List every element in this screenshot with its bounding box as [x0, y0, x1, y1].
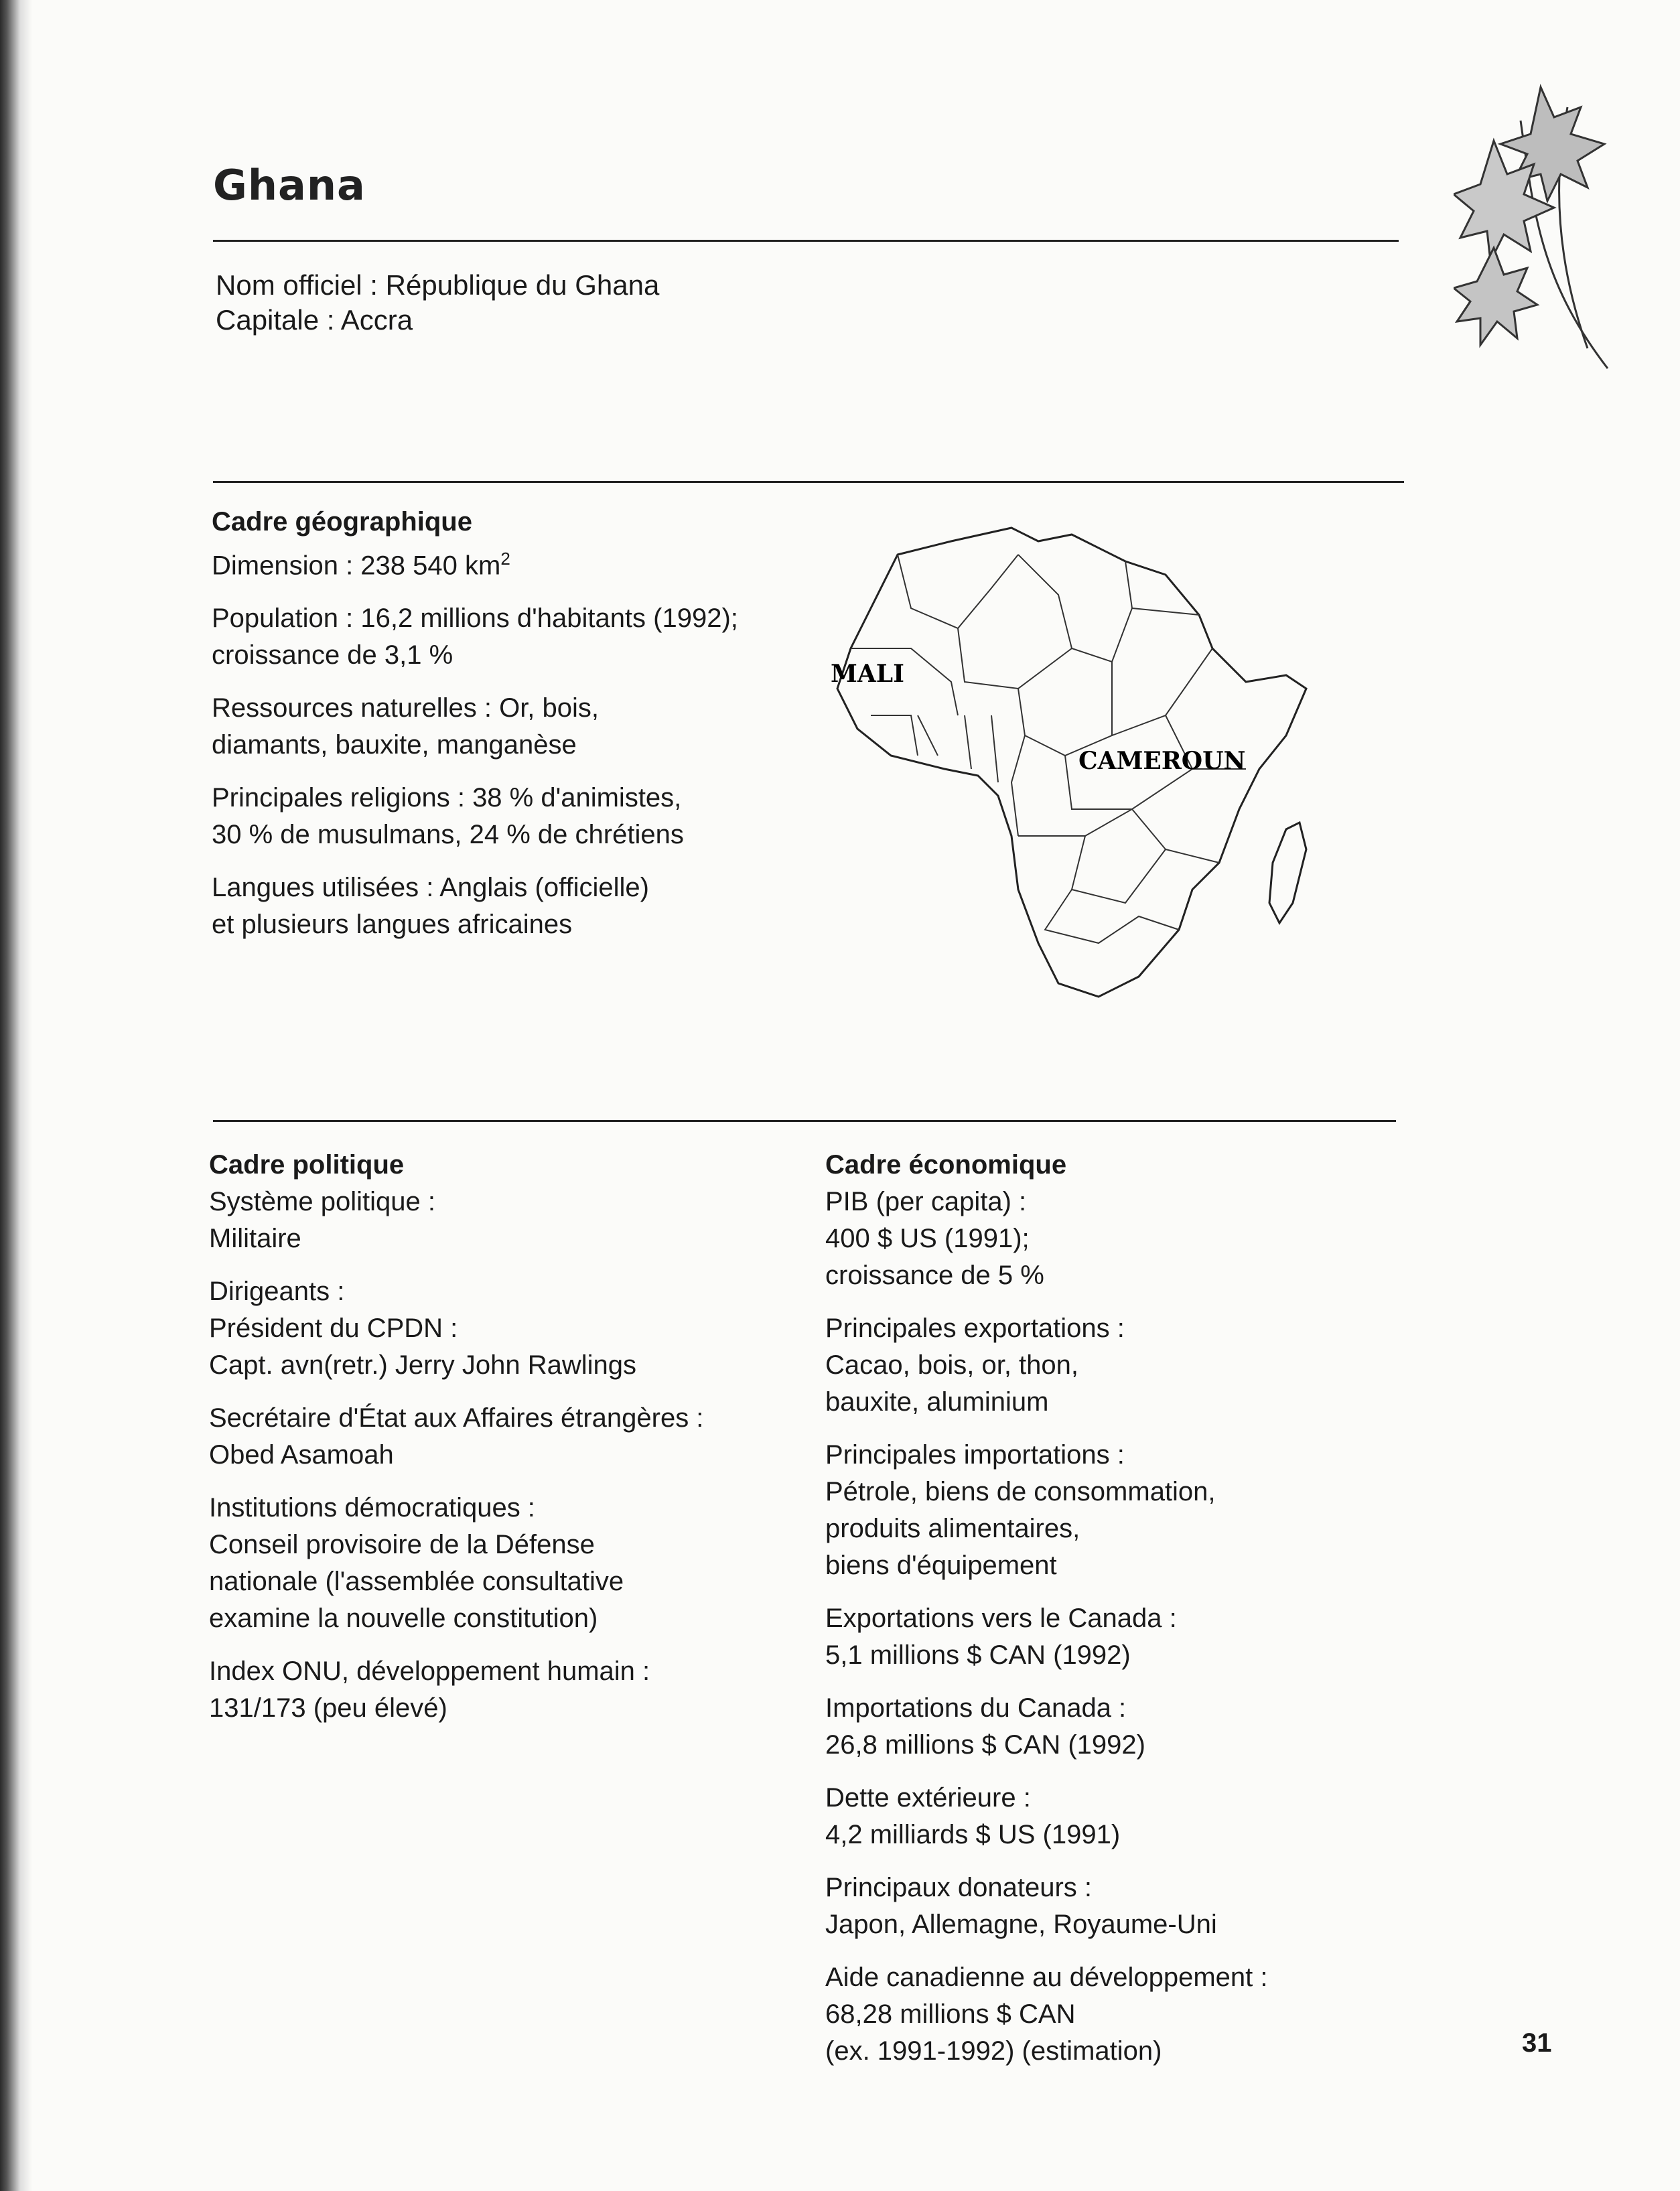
institutions-line: Conseil provisoire de la Défense — [209, 1530, 595, 1559]
resources-line: Ressources naturelles : Or, bois, — [212, 693, 600, 723]
dimension-superscript: 2 — [500, 549, 510, 569]
dimension-field — [212, 541, 815, 584]
external-debt-line: 4,2 milliards $ US (1991) — [825, 1820, 1121, 1849]
un-index-field — [209, 1653, 798, 1727]
page-number: 31 — [1522, 2028, 1552, 2058]
gdp-line: 400 $ US (1991); — [825, 1224, 1030, 1253]
imports-canada-field — [825, 1690, 1401, 1764]
map-label-mali: MALI — [831, 660, 904, 688]
languages-line: et plusieurs langues africaines — [212, 910, 573, 940]
foreign-secretary-line: Secrétaire d'État aux Affaires étrangères : — [209, 1403, 704, 1433]
foreign-secretary-line: Obed Asamoah — [209, 1440, 394, 1470]
page-title: Ghana — [213, 161, 366, 210]
exports-canada-line: Exportations vers le Canada : — [825, 1604, 1177, 1633]
population-line: Population : 16,2 millions d'habitants (1992); — [212, 604, 738, 634]
gdp-line: croissance de 5 % — [825, 1261, 1044, 1290]
un-index-line: Index ONU, développement humain : — [209, 1656, 650, 1686]
canadian-aid-field — [825, 1959, 1401, 2070]
official-name: Nom officiel : République du Ghana — [216, 269, 660, 301]
imports-canada-line: Importations du Canada : — [825, 1693, 1127, 1723]
un-index-line: 131/173 (peu élevé) — [209, 1693, 447, 1723]
population-field — [212, 600, 815, 674]
imports-line: Pétrole, biens de consommation, — [825, 1477, 1216, 1506]
languages-line: Langues utilisées : Anglais (officielle) — [212, 873, 649, 903]
political-system-field — [209, 1184, 798, 1257]
exports-line: Principales exportations : — [825, 1314, 1125, 1343]
exports-field — [825, 1310, 1401, 1421]
donors-field — [825, 1869, 1401, 1943]
leaders-field — [209, 1273, 798, 1384]
divider-top — [213, 240, 1399, 242]
exports-line: bauxite, aluminium — [825, 1387, 1049, 1417]
politics-heading: Cadre politique — [209, 1150, 405, 1180]
imports-line: biens d'équipement — [825, 1551, 1057, 1580]
politics-section — [209, 1147, 798, 1743]
capital: Capitale : Accra — [216, 304, 413, 336]
political-system-line: Système politique : — [209, 1187, 435, 1216]
institutions-line: Institutions démocratiques : — [209, 1493, 535, 1523]
economy-section — [825, 1147, 1401, 2086]
donors-line: Japon, Allemagne, Royaume-Uni — [825, 1910, 1217, 1939]
religions-line: Principales religions : 38 % d'animistes, — [212, 783, 682, 813]
imports-field — [825, 1437, 1401, 1584]
gdp-field — [825, 1184, 1401, 1294]
imports-line: Principales importations : — [825, 1440, 1125, 1470]
canadian-aid-line: 68,28 millions $ CAN — [825, 1999, 1076, 2029]
resources-line: diamants, bauxite, manganèse — [212, 730, 577, 760]
maple-leaves-illustration — [1454, 80, 1628, 375]
leaders-line: Capt. avn(retr.) Jerry John Rawlings — [209, 1350, 637, 1380]
divider-geography — [213, 481, 1404, 483]
page-binding-edge — [0, 0, 32, 2191]
exports-canada-field — [825, 1600, 1401, 1674]
political-system-line: Militaire — [209, 1224, 301, 1253]
resources-field — [212, 690, 815, 764]
map-label-cameroun: CAMEROUN — [1078, 747, 1246, 775]
religions-field — [212, 780, 815, 853]
exports-canada-line: 5,1 millions $ CAN (1992) — [825, 1640, 1131, 1670]
geography-section — [212, 504, 815, 959]
canadian-aid-line: (ex. 1991-1992) (estimation) — [825, 2036, 1162, 2066]
donors-line: Principaux donateurs : — [825, 1873, 1093, 1902]
leaders-line: Président du CPDN : — [209, 1314, 458, 1343]
dimension-value: Dimension : 238 540 km — [212, 551, 501, 581]
external-debt-field — [825, 1780, 1401, 1853]
foreign-secretary-field — [209, 1400, 798, 1474]
economy-heading: Cadre économique — [825, 1150, 1067, 1180]
external-debt-line: Dette extérieure : — [825, 1783, 1031, 1813]
institutions-line: examine la nouvelle constitution) — [209, 1604, 598, 1633]
official-info — [216, 268, 659, 338]
imports-line: produits alimentaires, — [825, 1514, 1080, 1543]
africa-map — [817, 514, 1326, 1023]
geography-heading: Cadre géographique — [212, 507, 472, 537]
divider-politics-economy — [213, 1120, 1396, 1122]
institutions-line: nationale (l'assemblée consultative — [209, 1567, 624, 1596]
religions-line: 30 % de musulmans, 24 % de chrétiens — [212, 820, 684, 850]
population-line: croissance de 3,1 % — [212, 640, 453, 670]
madagascar — [1269, 823, 1306, 923]
languages-field — [212, 869, 815, 943]
institutions-field — [209, 1490, 798, 1637]
imports-canada-line: 26,8 millions $ CAN (1992) — [825, 1730, 1145, 1760]
exports-line: Cacao, bois, or, thon, — [825, 1350, 1079, 1380]
gdp-line: PIB (per capita) : — [825, 1187, 1027, 1216]
canadian-aid-line: Aide canadienne au développement : — [825, 1963, 1268, 1992]
leaders-line: Dirigeants : — [209, 1277, 345, 1306]
